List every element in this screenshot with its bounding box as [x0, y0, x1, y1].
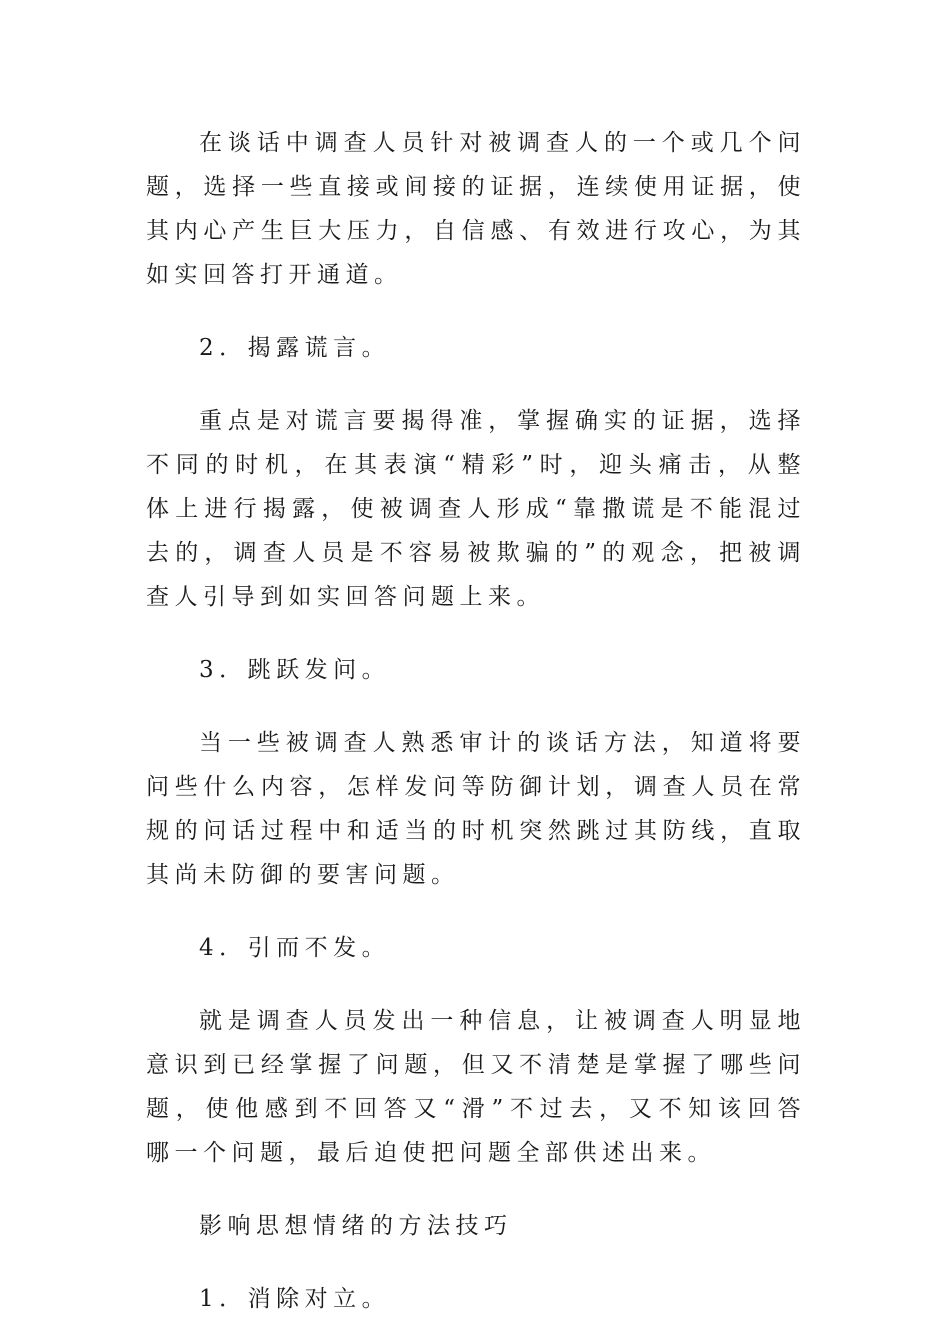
- document-body: [146, 121, 806, 1321]
- paragraph-present-evidence: 在谈话中调查人员针对被调查人的一个或几个问题，选择一些直接或间接的证据，连续使用证据，使其内心产生巨大压力，自信感、有效进行攻心，为其如实回答打开通道。: [146, 130, 806, 288]
- heading-expose-lies: 2．揭露谎言。: [199, 335, 391, 361]
- heading-jump-questioning: 3．跳跃发问。: [199, 657, 391, 683]
- heading-eliminate-opposition: 1．消除对立。: [199, 1286, 391, 1312]
- paragraph-expose-lies: 重点是对谎言要揭得准，掌握确实的证据，选择不同的时机，在其表演“精彩”时，迎头痛击，从整体上进行揭露，使被调查人形成“靠撒谎是不能混过去的，调查人员是不容易被欺骗的”的观念，把被调查人引导到如实回答问题上来。: [146, 408, 806, 610]
- paragraph-hint-without-reveal: 就是调查人员发出一种信息，让被调查人明显地意识到已经掌握了问题，但又不清楚是掌握了哪些问题，使他感到不回答又“滑”不过去，又不知该回答哪一个问题，最后迫使把问题全部供述出来。: [146, 1008, 806, 1166]
- paragraph-jump-questioning: 当一些被调查人熟悉审计的谈话方法，知道将要问些什么内容，怎样发问等防御计划，调查人员在常规的问话过程中和适当的时机突然跳过其防线，直取其尚未防御的要害问题。: [146, 730, 806, 888]
- heading-hint-without-reveal: 4．引而不发。: [199, 935, 391, 961]
- section-heading-emotion-techniques: 影响思想情绪的方法技巧: [199, 1213, 513, 1239]
